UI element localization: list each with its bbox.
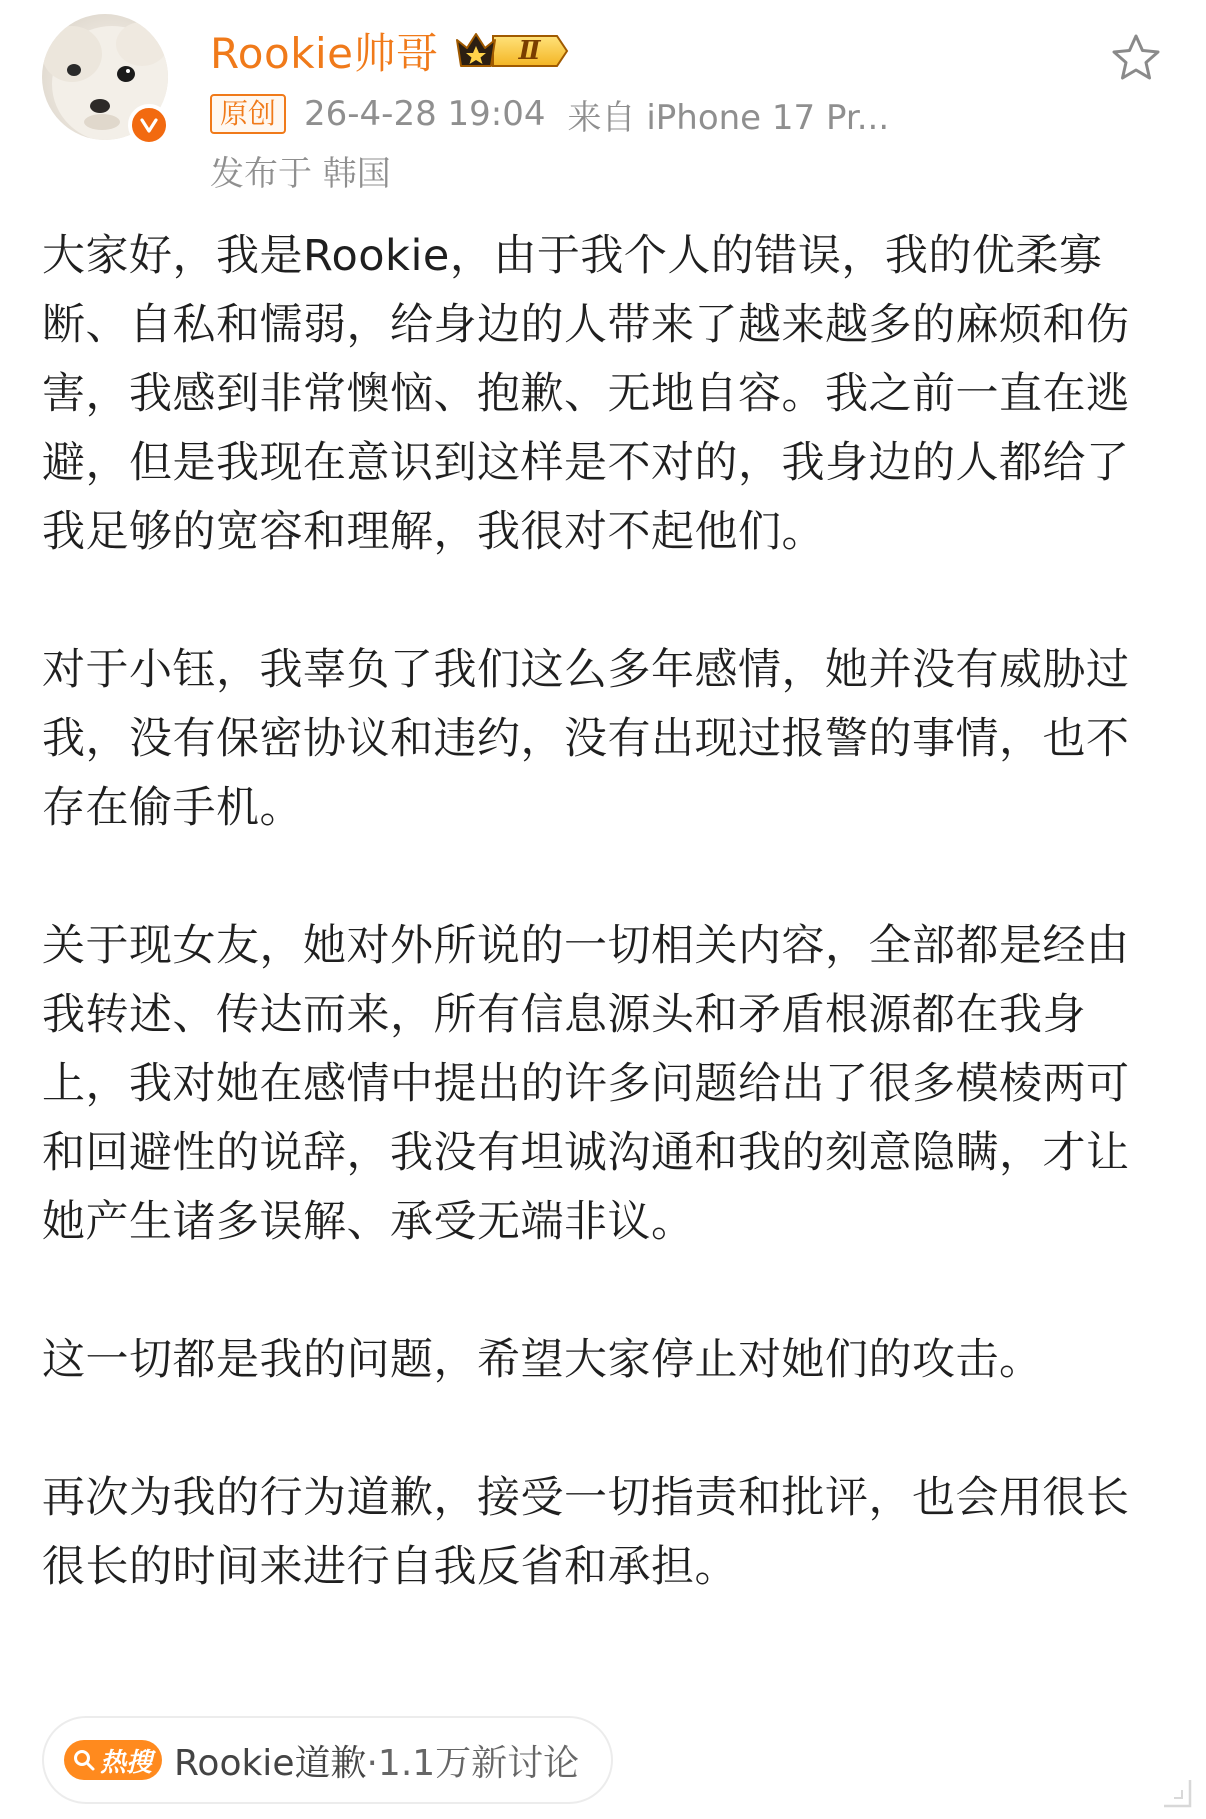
- hot-search-label: 热搜: [100, 1747, 153, 1778]
- post-source: 来自 iPhone 17 Pr...: [567, 97, 890, 138]
- post-content: [42, 222, 1172, 1602]
- vip-badge[interactable]: [453, 28, 571, 74]
- post-meta: [210, 92, 889, 136]
- verified-check-icon: [138, 114, 160, 136]
- post-paragraph: 对于小钰，我辜负了我们这么多年感情，她并没有威胁过我，没有保密协议和违约，没有出现过报警的事情，也不存在偷手机。: [42, 645, 1130, 833]
- post-location: 发布于 韩国: [210, 154, 391, 194]
- post-paragraph: 再次为我的行为道歉，接受一切指责和批评，也会用很长很长的时间来进行自我反省和承担。: [42, 1473, 1130, 1592]
- post-paragraph: 大家好，我是Rookie，由于我个人的错误，我的优柔寡断、自私和懦弱，给身边的人带来了越来越多的麻烦和伤害，我感到非常懊恼、抱歉、无地自容。我之前一直在逃避，但是我现在意识到这样是不对的，我身边的人都给了我足够的宽容和理解，我很对不起他们。: [42, 231, 1130, 557]
- username[interactable]: Rookie帅哥: [210, 29, 439, 78]
- verified-badge: [128, 104, 170, 146]
- post-paragraph: 这一切都是我的问题，希望大家停止对她们的攻击。: [42, 1335, 1043, 1385]
- trending-topic-link[interactable]: [42, 1716, 613, 1804]
- hot-search-badge: [64, 1740, 162, 1780]
- search-icon: [72, 1748, 96, 1772]
- favorite-button[interactable]: [1110, 32, 1162, 84]
- original-tag: 原创: [210, 94, 286, 134]
- username-row: [210, 22, 571, 80]
- trending-topic: Rookie道歉: [174, 1742, 367, 1784]
- post-time: 26-4-28 19:04: [304, 94, 546, 134]
- corner-mark-icon: [1160, 1776, 1194, 1810]
- star-icon: [1110, 32, 1162, 84]
- vip-level: Ⅱ: [518, 36, 541, 66]
- trending-count: ·1.1万新讨论: [366, 1742, 580, 1784]
- post-paragraph: 关于现女友，她对外所说的一切相关内容，全部都是经由我转述、传达而来，所有信息源头和矛盾根源都在我身上，我对她在感情中提出的许多问题给出了很多模棱两可和回避性的说辞，我没有坦诚沟通和我的刻意隐瞒，才让她产生诸多误解、承受无端非议。: [42, 921, 1130, 1247]
